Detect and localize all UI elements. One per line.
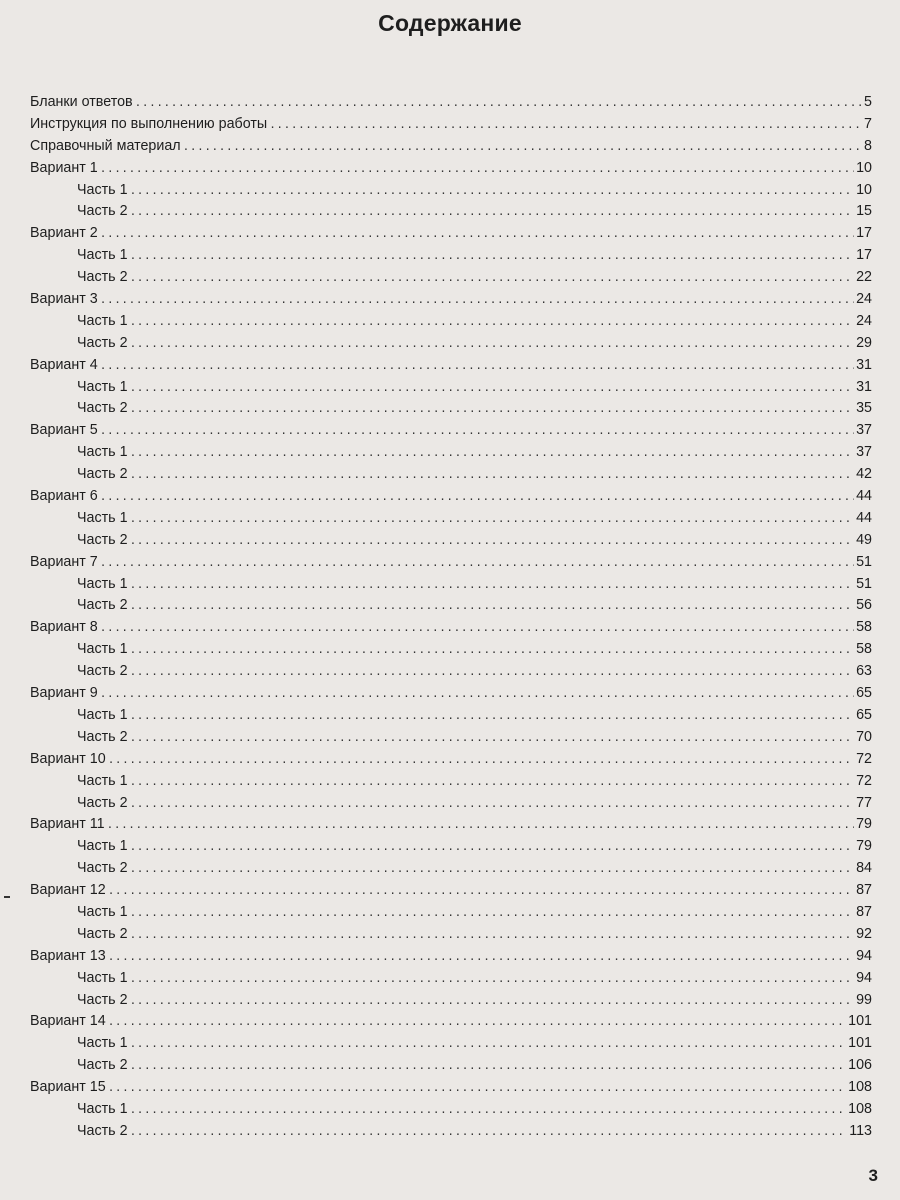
dot-leader xyxy=(130,446,855,459)
toc-entry-page: 37 xyxy=(856,422,872,439)
toc-entry-label: Часть 2 xyxy=(77,991,128,1008)
toc-entry-label: Часть 1 xyxy=(77,378,128,395)
dot-leader xyxy=(130,337,855,350)
toc-entry-page: 5 xyxy=(864,94,872,110)
toc-entry-label: Часть 2 xyxy=(77,925,128,942)
toc-entry-page: 106 xyxy=(848,1057,872,1074)
dot-leader xyxy=(130,665,855,678)
toc-entry xyxy=(30,1013,872,1035)
toc-entry-page: 72 xyxy=(856,772,872,789)
page-title: Содержание xyxy=(378,10,522,36)
dot-leader xyxy=(130,271,855,284)
toc-subentry xyxy=(30,203,872,225)
toc-entry-page: 29 xyxy=(856,334,872,351)
dot-leader xyxy=(100,556,854,569)
dot-leader xyxy=(100,621,854,634)
dot-leader xyxy=(107,818,854,831)
toc-entry-page: 63 xyxy=(856,663,872,680)
dot-leader xyxy=(108,950,854,963)
toc-subentry xyxy=(30,269,872,291)
dot-leader xyxy=(130,906,855,919)
toc-entry-label: Вариант 12 xyxy=(30,882,106,899)
dot-leader xyxy=(130,512,855,525)
dot-leader xyxy=(130,928,855,941)
toc-entry-label: Вариант 1 xyxy=(30,159,98,176)
toc-entry-label: Вариант 14 xyxy=(30,1013,106,1030)
dot-leader xyxy=(135,96,862,109)
toc-entry-page: 51 xyxy=(856,575,872,592)
toc-subentry xyxy=(30,1101,872,1123)
toc-entry-page: 108 xyxy=(848,1079,872,1096)
toc-entry-label: Вариант 3 xyxy=(30,291,98,308)
toc-subentry xyxy=(30,182,872,204)
toc-entry xyxy=(30,1079,872,1101)
toc-subentry xyxy=(30,1057,872,1079)
toc-entry-label: Часть 1 xyxy=(77,641,128,658)
toc-entry-label: Часть 1 xyxy=(77,838,128,855)
toc-subentry xyxy=(30,247,872,269)
dot-leader xyxy=(100,687,854,700)
dot-leader xyxy=(100,490,854,503)
toc-entry-page: 10 xyxy=(856,181,872,198)
toc-entry xyxy=(30,422,872,444)
toc-entry-label: Вариант 13 xyxy=(30,947,106,964)
dot-leader xyxy=(100,162,854,175)
toc-entry-page: 10 xyxy=(856,159,872,176)
dot-leader xyxy=(100,359,854,372)
toc-subentry xyxy=(30,773,872,795)
toc-entry-page: 24 xyxy=(856,312,872,329)
dot-leader xyxy=(130,862,855,875)
toc-subentry xyxy=(30,970,872,992)
toc-entry-page: 77 xyxy=(856,794,872,811)
dot-leader xyxy=(130,775,855,788)
dot-leader xyxy=(130,402,855,415)
toc-entry-page: 92 xyxy=(856,925,872,942)
toc-entry-label: Часть 1 xyxy=(77,509,128,526)
dot-leader xyxy=(130,840,855,853)
toc-subentry xyxy=(30,466,872,488)
toc-entry-label: Часть 1 xyxy=(77,181,128,198)
toc-subentry xyxy=(30,729,872,751)
toc-subentry xyxy=(30,838,872,860)
toc-entry-label: Часть 2 xyxy=(77,597,128,614)
toc-entry-page: 101 xyxy=(848,1013,872,1030)
toc-entry-page: 42 xyxy=(856,466,872,483)
toc-subentry xyxy=(30,576,872,598)
toc-entry-page: 8 xyxy=(864,137,872,154)
toc-subentry xyxy=(30,926,872,948)
dot-leader xyxy=(100,227,854,240)
toc-subentry xyxy=(30,1035,872,1057)
toc-entry-label: Часть 1 xyxy=(77,312,128,329)
toc-entry xyxy=(30,488,872,510)
dot-leader xyxy=(130,1037,847,1050)
toc-entry-label: Часть 2 xyxy=(77,728,128,745)
toc-subentry xyxy=(30,1123,872,1145)
toc-entry xyxy=(30,948,872,970)
dot-leader xyxy=(130,994,855,1007)
dot-leader xyxy=(108,1081,846,1094)
dot-leader xyxy=(130,643,855,656)
dot-leader xyxy=(130,205,855,218)
dot-leader xyxy=(130,381,855,394)
toc-entry-page: 17 xyxy=(856,247,872,264)
toc-entry-label: Вариант 2 xyxy=(30,225,98,242)
toc-entry xyxy=(30,816,872,838)
toc-entry-page: 65 xyxy=(856,706,872,723)
table-of-contents xyxy=(30,94,872,1145)
toc-entry-page: 94 xyxy=(856,969,872,986)
toc-entry xyxy=(30,882,872,904)
toc-entry-page: 87 xyxy=(856,903,872,920)
toc-entry xyxy=(30,291,872,313)
toc-entry-page: 58 xyxy=(856,619,872,636)
toc-entry-label: Вариант 4 xyxy=(30,356,98,373)
dot-leader xyxy=(130,534,855,547)
toc-entry-label: Часть 2 xyxy=(77,400,128,417)
toc-subentry xyxy=(30,510,872,532)
toc-subentry xyxy=(30,904,872,926)
dot-leader xyxy=(130,1059,847,1072)
toc-entry xyxy=(30,685,872,707)
toc-entry-page: 101 xyxy=(848,1035,872,1052)
toc-entry-page: 56 xyxy=(856,597,872,614)
toc-entry-page: 79 xyxy=(856,838,872,855)
toc-entry xyxy=(30,160,872,182)
toc-entry-page: 31 xyxy=(856,356,872,373)
toc-entry xyxy=(30,751,872,773)
toc-entry-label: Часть 2 xyxy=(77,531,128,548)
toc-entry-label: Вариант 10 xyxy=(30,750,106,767)
dot-leader xyxy=(130,184,855,197)
dot-leader xyxy=(130,468,855,481)
dot-leader xyxy=(130,1125,848,1138)
toc-subentry xyxy=(30,532,872,554)
dot-leader xyxy=(108,753,854,766)
toc-subentry xyxy=(30,379,872,401)
toc-entry-label: Справочный материал xyxy=(30,137,181,154)
toc-subentry xyxy=(30,707,872,729)
toc-entry-page: 84 xyxy=(856,860,872,877)
toc-subentry xyxy=(30,860,872,882)
toc-entry-label: Часть 2 xyxy=(77,1057,128,1074)
dot-leader xyxy=(130,972,855,985)
toc-entry-page: 94 xyxy=(856,947,872,964)
toc-entry-label: Часть 2 xyxy=(77,466,128,483)
toc-subentry xyxy=(30,597,872,619)
dot-leader xyxy=(108,1015,846,1028)
toc-entry-page: 7 xyxy=(864,115,872,132)
toc-entry-page: 17 xyxy=(856,225,872,242)
toc-entry-label: Часть 2 xyxy=(77,860,128,877)
dot-leader xyxy=(100,424,854,437)
dot-leader xyxy=(130,249,855,262)
toc-entry-label: Часть 1 xyxy=(77,1035,128,1052)
toc-entry-label: Часть 1 xyxy=(77,706,128,723)
toc-entry-label: Часть 2 xyxy=(77,269,128,286)
toc-entry-label: Часть 1 xyxy=(77,247,128,264)
toc-entry-page: 51 xyxy=(856,553,872,570)
dot-leader xyxy=(269,118,862,131)
toc-entry-label: Вариант 7 xyxy=(30,553,98,570)
toc-entry-label: Вариант 15 xyxy=(30,1079,106,1096)
toc-entry xyxy=(30,357,872,379)
toc-entry-label: Бланки ответов xyxy=(30,94,133,110)
dot-leader xyxy=(130,731,855,744)
toc-entry-page: 65 xyxy=(856,685,872,702)
toc-entry-label: Вариант 5 xyxy=(30,422,98,439)
toc-subentry xyxy=(30,313,872,335)
toc-entry xyxy=(30,619,872,641)
page-number: 3 xyxy=(868,1166,878,1185)
toc-entry-label: Часть 1 xyxy=(77,444,128,461)
toc-entry xyxy=(30,554,872,576)
toc-subentry xyxy=(30,400,872,422)
toc-entry-page: 44 xyxy=(856,488,872,505)
toc-entry-page: 44 xyxy=(856,509,872,526)
toc-entry-label: Часть 1 xyxy=(77,1100,128,1117)
toc-entry-label: Часть 1 xyxy=(77,772,128,789)
toc-entry-page: 31 xyxy=(856,378,872,395)
toc-entry-label: Часть 2 xyxy=(77,794,128,811)
toc-entry-label: Вариант 9 xyxy=(30,685,98,702)
toc-subentry xyxy=(30,663,872,685)
toc-subentry xyxy=(30,992,872,1014)
toc-subentry xyxy=(30,444,872,466)
toc-entry-page: 70 xyxy=(856,728,872,745)
dot-leader xyxy=(130,315,855,328)
toc-entry-page: 37 xyxy=(856,444,872,461)
toc-entry xyxy=(30,138,872,160)
toc-entry xyxy=(30,116,872,138)
toc-entry-label: Вариант 6 xyxy=(30,488,98,505)
toc-entry-label: Вариант 8 xyxy=(30,619,98,636)
dot-leader xyxy=(130,709,855,722)
toc-entry-label: Часть 2 xyxy=(77,203,128,220)
toc-entry-page: 72 xyxy=(856,750,872,767)
dot-leader xyxy=(100,293,854,306)
toc-entry-page: 22 xyxy=(856,269,872,286)
toc-entry xyxy=(30,225,872,247)
toc-entry xyxy=(30,94,872,116)
toc-entry-label: Вариант 11 xyxy=(30,816,105,833)
toc-entry-page: 24 xyxy=(856,291,872,308)
toc-entry-page: 99 xyxy=(856,991,872,1008)
toc-entry-label: Часть 2 xyxy=(77,334,128,351)
dot-leader xyxy=(130,599,855,612)
toc-entry-label: Часть 2 xyxy=(77,663,128,680)
toc-subentry xyxy=(30,335,872,357)
dot-leader xyxy=(130,1103,847,1116)
toc-entry-page: 79 xyxy=(856,816,872,833)
toc-entry-label: Инструкция по выполнению работы xyxy=(30,115,268,132)
toc-entry-page: 113 xyxy=(849,1122,872,1139)
toc-entry-label: Часть 1 xyxy=(77,969,128,986)
toc-subentry xyxy=(30,641,872,663)
dot-leader xyxy=(183,140,862,153)
dot-leader xyxy=(130,578,855,591)
toc-entry-label: Часть 1 xyxy=(77,575,128,592)
toc-entry-page: 15 xyxy=(856,203,872,220)
toc-entry-page: 49 xyxy=(856,531,872,548)
toc-entry-label: Часть 1 xyxy=(77,903,128,920)
toc-entry-label: Часть 2 xyxy=(77,1122,128,1139)
dot-leader xyxy=(130,797,855,810)
toc-entry-page: 108 xyxy=(848,1100,872,1117)
toc-entry-page: 35 xyxy=(856,400,872,417)
toc-subentry xyxy=(30,795,872,817)
toc-entry-page: 87 xyxy=(856,882,872,899)
dot-leader xyxy=(108,884,854,897)
toc-entry-page: 58 xyxy=(856,641,872,658)
scan-mark xyxy=(4,896,10,898)
